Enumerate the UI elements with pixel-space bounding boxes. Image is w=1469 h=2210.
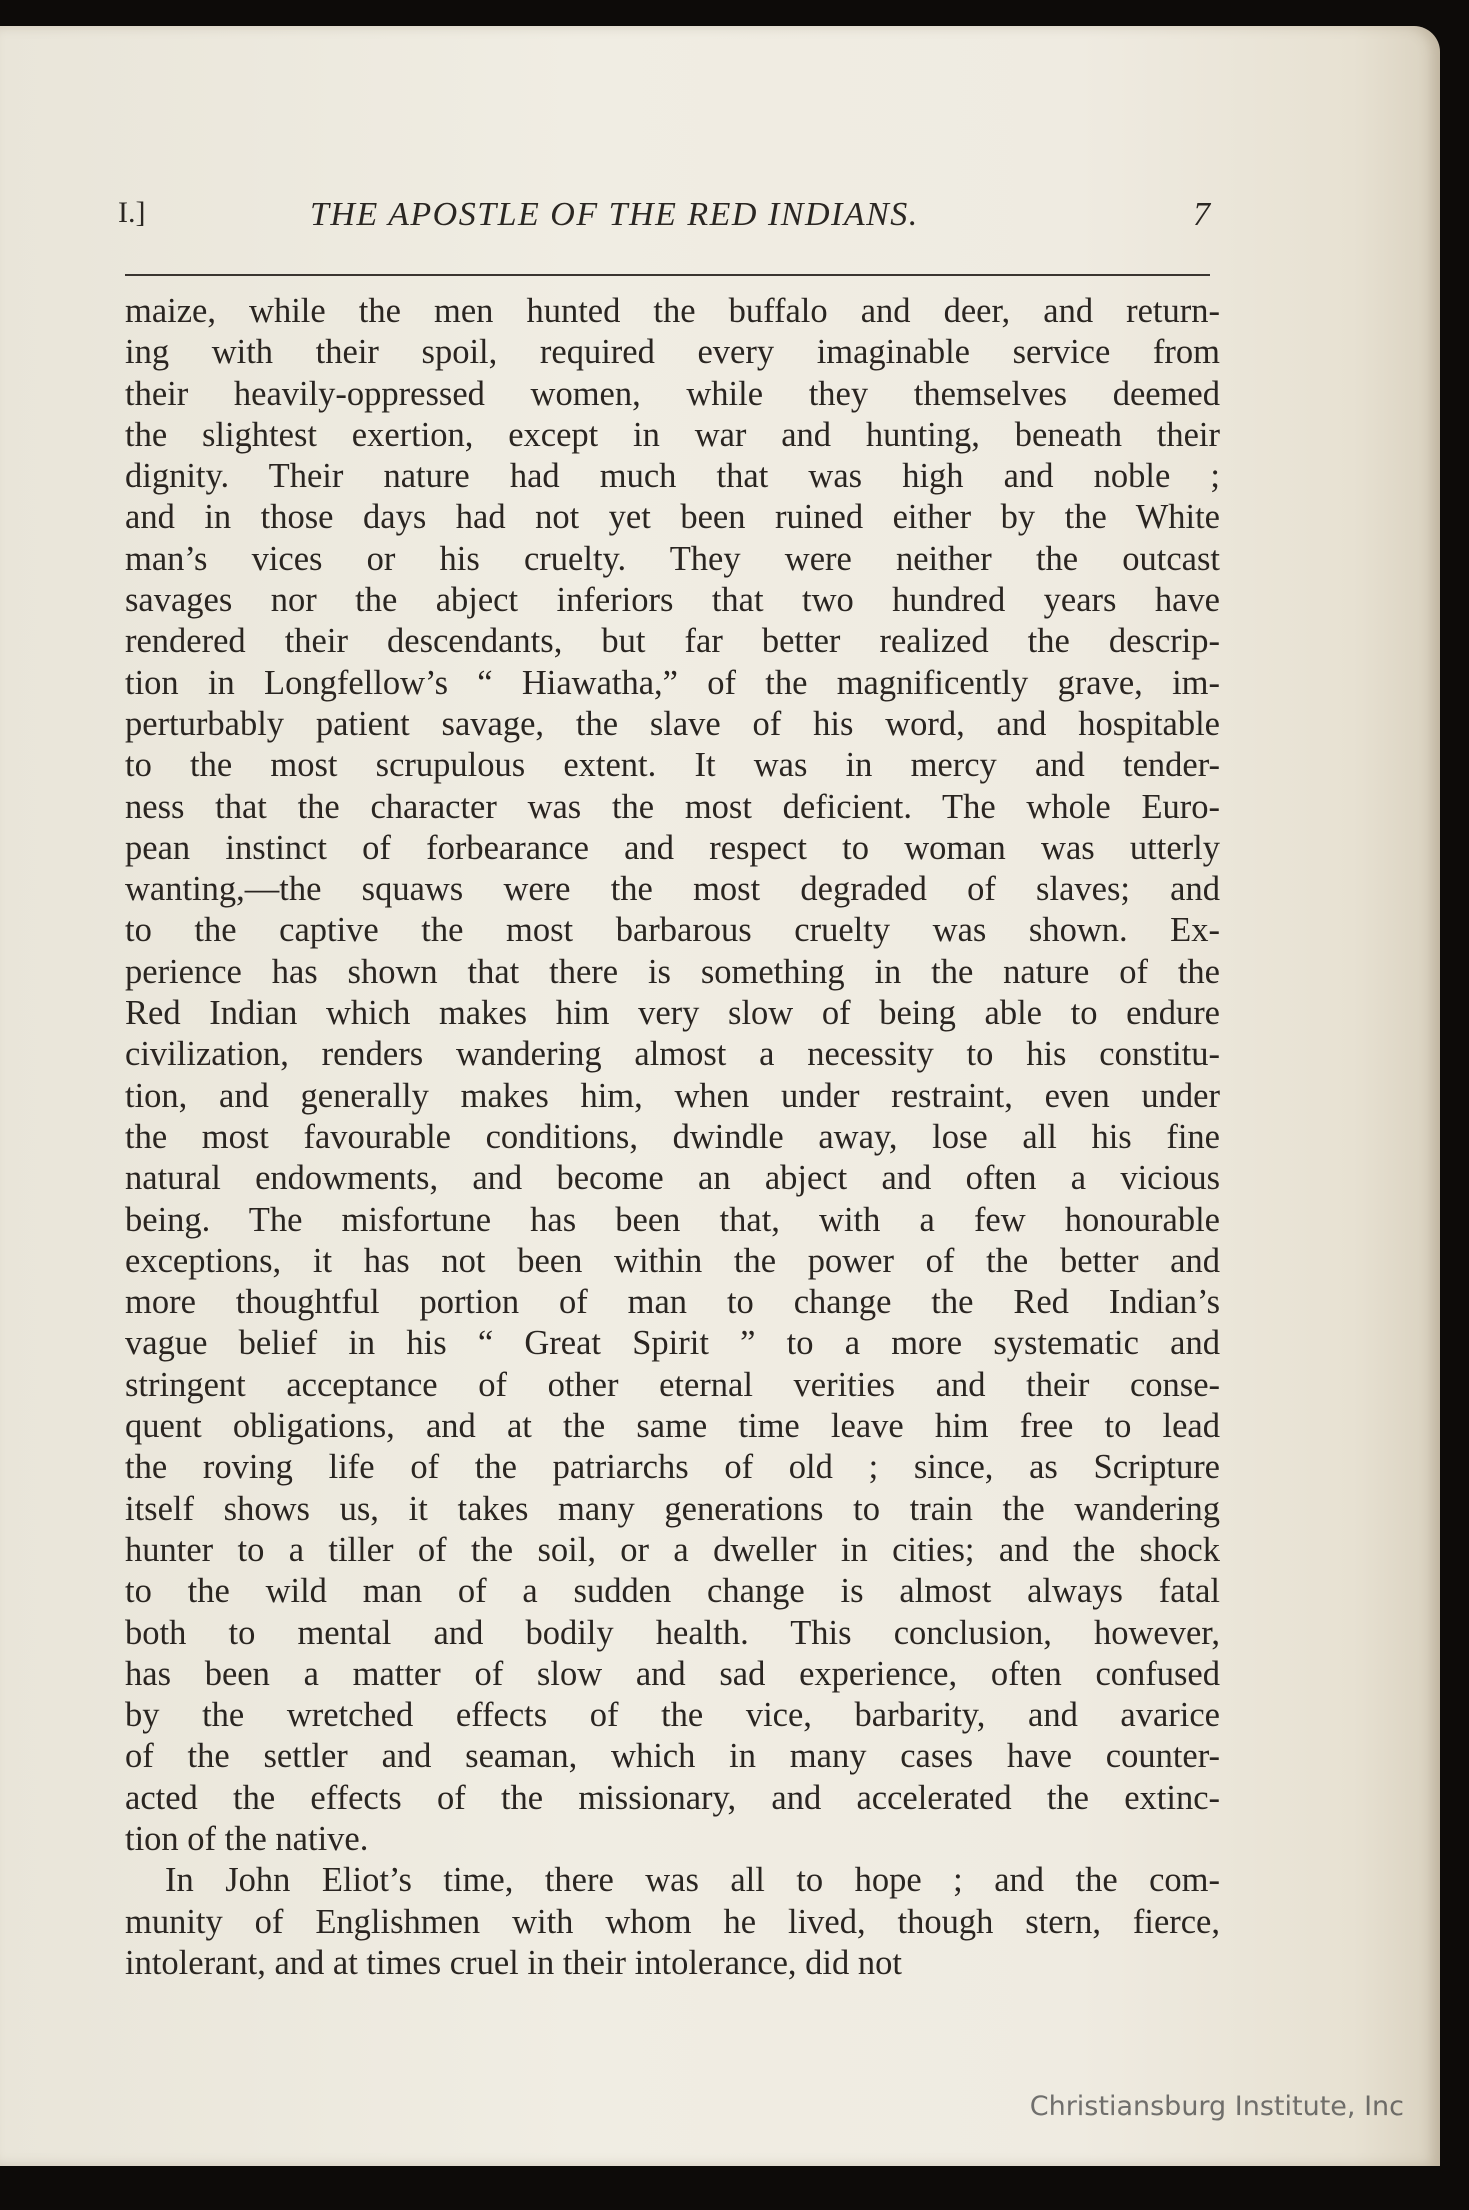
text-line: quent obligations, and at the same time leave him free to lead bbox=[125, 1407, 1220, 1446]
text-line: exceptions, it has not been within the power of the better and bbox=[125, 1241, 1220, 1280]
chapter-number: I.] bbox=[118, 196, 146, 229]
text-line: ness that the character was the most deficient. The whole Euro- bbox=[125, 787, 1220, 826]
text-line: their heavily-oppressed women, while they themselves deemed bbox=[125, 374, 1220, 413]
text-line: vague belief in his “ Great Spirit ” to a more systematic and bbox=[125, 1324, 1220, 1363]
text-line: both to mental and bodily health. This conclusion, however, bbox=[125, 1613, 1220, 1652]
text-line: In John Eliot’s time, there was all to hope ; and the com- bbox=[165, 1861, 1220, 1900]
text-line: of the settler and seaman, which in many cases have counter- bbox=[125, 1737, 1220, 1776]
running-header bbox=[118, 182, 1218, 242]
text-line: pean instinct of forbearance and respect to woman was utterly bbox=[125, 828, 1220, 867]
text-line: maize, while the men hunted the buffalo and deer, and return- bbox=[125, 292, 1220, 330]
text-line: the most favourable conditions, dwindle away, lose all his fine bbox=[125, 1117, 1220, 1156]
text-line: more thoughtful portion of man to change the Red Indian’s bbox=[125, 1283, 1220, 1322]
text-line: natural endowments, and become an abject and often a vicious bbox=[125, 1159, 1220, 1198]
watermark: Christiansburg Institute, Inc bbox=[1029, 2091, 1404, 2122]
text-line: munity of Englishmen with whom he lived, though stern, fierce, bbox=[125, 1902, 1220, 1941]
text-line: Red Indian which makes him very slow of being able to endure bbox=[125, 994, 1220, 1033]
text-line: to the wild man of a sudden change is almost always fatal bbox=[125, 1572, 1220, 1611]
text-line: intolerant, and at times cruel in their intolerance, did not bbox=[125, 1943, 902, 1982]
text-line: being. The misfortune has been that, with a few honourable bbox=[125, 1200, 1220, 1239]
text-line: civilization, renders wandering almost a necessity to his constitu- bbox=[125, 1035, 1220, 1074]
text-line: savages nor the abject inferiors that two hundred years have bbox=[125, 581, 1220, 620]
page-number: 7 bbox=[1193, 196, 1210, 233]
text-line: stringent acceptance of other eternal verities and their conse- bbox=[125, 1365, 1220, 1404]
text-line: to the captive the most barbarous cruelty was shown. Ex- bbox=[125, 911, 1220, 950]
text-line: rendered their descendants, but far better realized the descrip- bbox=[125, 622, 1220, 661]
text-line: perturbably patient savage, the slave of his word, and hospitable bbox=[125, 704, 1220, 743]
text-line: tion of the native. bbox=[125, 1819, 369, 1858]
text-line: man’s vices or his cruelty. They were neither the outcast bbox=[125, 539, 1220, 578]
text-line: dignity. Their nature had much that was high and noble ; bbox=[125, 457, 1220, 496]
text-line: has been a matter of slow and sad experience, often confused bbox=[125, 1654, 1220, 1693]
text-line: and in those days had not yet been ruined either by the White bbox=[125, 498, 1220, 537]
text-line: tion, and generally makes him, when under restraint, even under bbox=[125, 1076, 1220, 1115]
text-line: the slightest exertion, except in war and hunting, beneath their bbox=[125, 415, 1220, 454]
header-rule bbox=[125, 274, 1210, 276]
text-line: hunter to a tiller of the soil, or a dweller in cities; and the shock bbox=[125, 1530, 1220, 1569]
text-line: the roving life of the patriarchs of old ; since, as Scripture bbox=[125, 1448, 1220, 1487]
body-text bbox=[125, 291, 1220, 1984]
text-line: perience has shown that there is something in the nature of the bbox=[125, 952, 1220, 991]
text-line: itself shows us, it takes many generations to train the wandering bbox=[125, 1489, 1220, 1528]
running-title: THE APOSTLE OF THE RED INDIANS. bbox=[310, 196, 919, 233]
text-line: wanting,—the squaws were the most degraded of slaves; and bbox=[125, 870, 1220, 909]
text-line: ing with their spoil, required every imaginable service from bbox=[125, 333, 1220, 372]
book-page bbox=[0, 26, 1440, 2166]
text-line: to the most scrupulous extent. It was in mercy and tender- bbox=[125, 746, 1220, 785]
text-line: acted the effects of the missionary, and accelerated the extinc- bbox=[125, 1778, 1220, 1817]
text-line: tion in Longfellow’s “ Hiawatha,” of the magnificently grave, im- bbox=[125, 663, 1220, 702]
text-line: by the wretched effects of the vice, barbarity, and avarice bbox=[125, 1696, 1220, 1735]
